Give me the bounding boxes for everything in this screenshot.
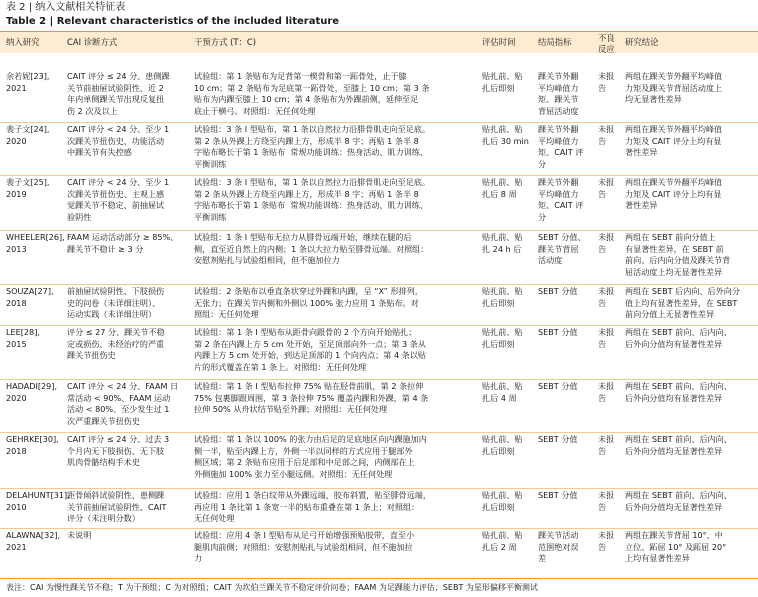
cell-intervention: 试验组：1 条 I 型贴布无拉力从腓骨远端开始，继续在腿的后 侧，直至近自然上的内侧；1 条以大拉力贴至腓骨远端。对照组： 安慰剂贴扎与试验组相同，但不施加拉力 [194,232,429,265]
cell-adverse-reaction: 未报 告 [598,124,615,146]
cell-assessment-time: 贴扎前、贴 扎后即刻 [482,71,523,93]
cell-adverse-reaction: 未报 告 [598,434,615,456]
row-divider [0,488,758,489]
table-footnote: 表注：CAI 为慢性踝关节不稳；T 为干预组；C 为对照组；CAIT 为坎伯兰踝关节不稳定评价问卷；FAAM 为足踝能力评估；SEBT 为星形偏移平衡测试 [6,583,538,592]
cell-cai-diagnosis: CAIT 评分 < 24 分、至少 1 次踝关节扭伤史、功能活动 中踝关节有失控感 [67,124,170,157]
cell-study: 裴子文[25], 2019 [6,177,50,199]
row-divider [0,175,758,176]
cell-adverse-reaction: 未报 告 [598,232,615,254]
cell-cai-diagnosis: CAIT 评分 < 24 分、至少 1 次踝关节扭伤史、主观上感 觉踝关节不稳定、前抽屉试 验阴性 [67,177,170,222]
cell-cai-diagnosis: CAIT 评分 ≤ 24 分、过去 3 个月内无下肢损伤、无下肢 肌肉骨骼结构手术史 [67,434,170,467]
cell-adverse-reaction: 未报 告 [598,286,615,308]
cell-adverse-reaction: 未报 告 [598,71,615,93]
header-conclusion: 研究结论 [625,37,659,47]
cell-intervention: 试验组：第 1 条贴布为足背第一楔骨和第一跖骨处，止于膝 10 cm；第 2 条贴布为足底第一跖骨处，至膝上 10 cm；第 3 条 贴布为内踝至膝上 10 cm；第 4 条贴布为外踝前侧，延伸至足 底止于横弓。对照组：无任何处理 [194,71,430,116]
row-divider [0,432,758,433]
cell-conclusion: 两组在 SEBT 前向分值上 有显著性差异，在 SEBT 前 前向、后内向分值及踝关节背 屈活动度上均无显著性差异 [625,232,731,277]
header-study: 纳入研究 [6,37,40,47]
cell-study: 余若妮[23], 2021 [6,71,50,93]
cell-conclusion: 两组在 SEBT 前向、后内向、 后外向分值均有显著性差异 [625,327,732,349]
cell-intervention: 试验组：2 条贴布以垂直条状穿过外踝和内踝，呈 “X” 形排列， 无张力；在踝关节内侧和外侧以 100% 张力应用 1 条贴布。对 照组：无任何处理 [194,286,423,319]
cell-study: ALAWNA[32], 2021 [6,530,61,552]
cell-outcomes: SEBT 分值 [538,286,578,296]
cell-outcomes: 踝关节外翻 平均峰值力 矩、CAIT 评 分 [538,177,584,222]
table-caption-cn: 表 2 | 纳入文献相关特征表 [6,2,126,13]
cell-cai-diagnosis: 前抽屉试验阴性、下肢损伤 史的问卷（未详细注明）、 运动实践（未详细注明） [67,286,165,319]
cell-cai-diagnosis: 评分 ≤ 27 分、踝关节不稳 定或损伤、未经治疗的严重 踝关节扭伤史 [67,327,165,360]
cell-outcomes: 踝关节外翻 平均峰值力 矩、CAIT 评 分 [538,124,584,169]
cell-intervention: 试验组：3 条 I 型贴布，第 1 条以自然拉力沿腓骨肌走向至足底。 第 2 条从外踝上方绕至内踝上方，形成半 8 字；再贴 1 条半 8 字贴布略长于第 1 条贴布 常规功能训练：热身活动、肌力训练、 平衡训练 [194,177,430,222]
cell-cai-diagnosis: 距骨倾斜试验阴性、患侧踝 关节前抽屉试验阴性、CAIT 评分（未注明分数） [67,490,167,523]
cell-conclusion: 两组在 SEBT 前向、后内向、 后外向分值均无显著性差异 [625,434,732,456]
cell-study: GEHRKE[30], 2018 [6,434,59,456]
cell-outcomes: 踝关节活动 范围绝对误 差 [538,530,579,563]
cell-conclusion: 两组在踝关节背屈 10°、中 立位、跖屈 10° 及跖屈 20° 上均有显著性差异 [625,530,727,563]
cell-assessment-time: 贴扎前、贴 扎后即刻 [482,327,523,349]
row-divider [0,122,758,123]
cell-outcomes: SEBT 分值 [538,327,578,337]
cell-outcomes: 踝关节外翻 平均峰值力 矩、踝关节 背屈活动度 [538,71,579,116]
header-cai-diagnosis: CAI 诊断方式 [67,37,118,47]
cell-conclusion: 两组在踝关节外翻平均峰值 力矩及 CAIT 评分上均有显 著性差异 [625,124,723,157]
cell-assessment-time: 贴扎前、贴 扎后 2 周 [482,530,523,552]
cell-study: HADADI[29], 2020 [6,381,58,403]
cell-conclusion: 两组在 SEBT 后内向、后外向分 值上均有显著性差异，在 SEBT 前向分值上无显著性差异 [625,286,740,319]
cell-assessment-time: 贴扎前、贴 扎后即刻 [482,490,523,512]
cell-intervention: 试验组：第 1 条以 100% 的张力由后足的足底地区向内踝施加内 侧一半，贴至内踝上方，外侧一半以同样的方式应用于腿部外 侧区域；第 2 条贴布应用于后足部和中足部之间，内侧部在上 外侧施加 100% 张力至小腿远侧。对照组：无任何处理 [194,434,427,479]
cell-conclusion: 两组在 SEBT 前向、后内向、 后外向分值均无显著性差异 [625,490,732,512]
cell-adverse-reaction: 未报 告 [598,530,615,552]
header-adverse-reaction: 不良 反应 [598,33,615,54]
cell-intervention: 试验组：应用 1 条白纹带从外踝远端，胶布斜置，贴至腓骨远端， 再应用 1 条比第 1 条宽一半的贴布重叠在第 1 条上；对照组： 无任何处理 [194,490,431,523]
row-divider [0,325,758,326]
cell-study: DELAHUNT[31], 2010 [6,490,70,512]
cell-study: SOUZA[27], 2018 [6,286,54,308]
table-caption-en: Table 2 | Relevant characteristics of the included literature [6,16,340,27]
cell-adverse-reaction: 未报 告 [598,327,615,349]
row-divider [0,528,758,529]
table-bottom-rule [0,578,758,579]
cell-assessment-time: 贴扎前、贴 扎后即刻 [482,434,523,456]
cell-study: 裴子文[24], 2020 [6,124,50,146]
cell-assessment-time: 贴扎前、贴 扎后 30 min [482,124,529,146]
row-divider [0,379,758,380]
header-assessment-time: 评估时间 [482,37,516,47]
cell-adverse-reaction: 未报 告 [598,490,615,512]
cell-conclusion: 两组在 SEBT 前向、后内向、 后外向分值均有显著性差异 [625,381,732,403]
cell-outcomes: SEBT 分值、 踝关节背屈 活动度 [538,232,586,265]
cell-adverse-reaction: 未报 告 [598,177,615,199]
cell-cai-diagnosis: 未说明 [67,530,92,540]
row-divider [0,284,758,285]
cell-intervention: 试验组：第 1 条 I 型贴布从距骨向跟骨的 2 个方向开始贴扎； 第 2 条在内踝上方 5 cm 处开始，至足顶部向外一点；第 3 条从 内踝上方 5 cm 处开始，到达足顶部的 1 个向内点；第 4 条以贴 片的形式覆盖在第 1 条上。对照组：无任何处理 [194,327,426,372]
cell-intervention: 试验组：第 1 条 I 型贴布拉伸 75% 贴在胫骨前肌，第 2 条拉伸 75% 包裹脚跟周围，第 3 条拉伸 75% 覆盖内踝和外踝，第 4 条 拉伸 50% 从舟状结节贴至外踝；对照组：无任何处理 [194,381,429,414]
cell-cai-diagnosis: CAIT 评分 < 24 分、FAAM 日 常活动 < 90%、FAAM 运动 活动 < 80%、至少发生过 1 次严重踝关节扭伤史 [67,381,179,426]
header-outcomes: 结局指标 [538,37,572,47]
header-intervention: 干预方式 (T：C) [194,37,257,47]
cell-assessment-time: 贴扎前、贴 扎后 4 周 [482,381,523,403]
cell-conclusion: 两组在踝关节外翻平均峰值 力矩及踝关节背屈活动度上 均无显著性差异 [625,71,723,104]
cell-study: LEE[28], 2015 [6,327,40,349]
cell-assessment-time: 贴扎前、贴 扎后即刻 [482,286,523,308]
cell-outcomes: SEBT 分值 [538,381,578,391]
cell-cai-diagnosis: FAAM 运动活动部分 ≥ 85%、 踝关节不稳计 ≥ 3 分 [67,232,179,254]
cell-intervention: 试验组：3 条 I 型贴布，第 1 条以自然拉力沿腓骨肌走向至足底。 第 2 条从外踝上方绕至内踝上方，形成半 8 字；再贴 1 条半 8 字贴布略长于第 1 条贴布 常规功能训练：热身活动、肌力训练、 平衡训练 [194,124,430,169]
cell-assessment-time: 贴扎前、贴 扎 24 h 后 [482,232,523,254]
cell-conclusion: 两组在踝关节外翻平均峰值 力矩及 CAIT 评分上均有显 著性差异 [625,177,723,210]
cell-outcomes: SEBT 分值 [538,490,578,500]
cell-cai-diagnosis: CAIT 评分 ≤ 24 分、患侧踝 关节前抽屉试验阴性、近 2 年内单侧踝关节出现反复扭 伤 2 次及以上 [67,71,170,116]
cell-outcomes: SEBT 分值 [538,434,578,444]
cell-assessment-time: 贴扎前、贴 扎后 8 周 [482,177,523,199]
cell-study: WHEELER[26], 2013 [6,232,65,254]
cell-intervention: 试验组：应用 4 条 I 型贴布从足弓开始增强预贴胶带，直至小 腿肌肉前侧；对照组：安慰剂贴扎与试验组相同，但不施加拉 力 [194,530,415,563]
row-divider [0,230,758,231]
cell-adverse-reaction: 未报 告 [598,381,615,403]
